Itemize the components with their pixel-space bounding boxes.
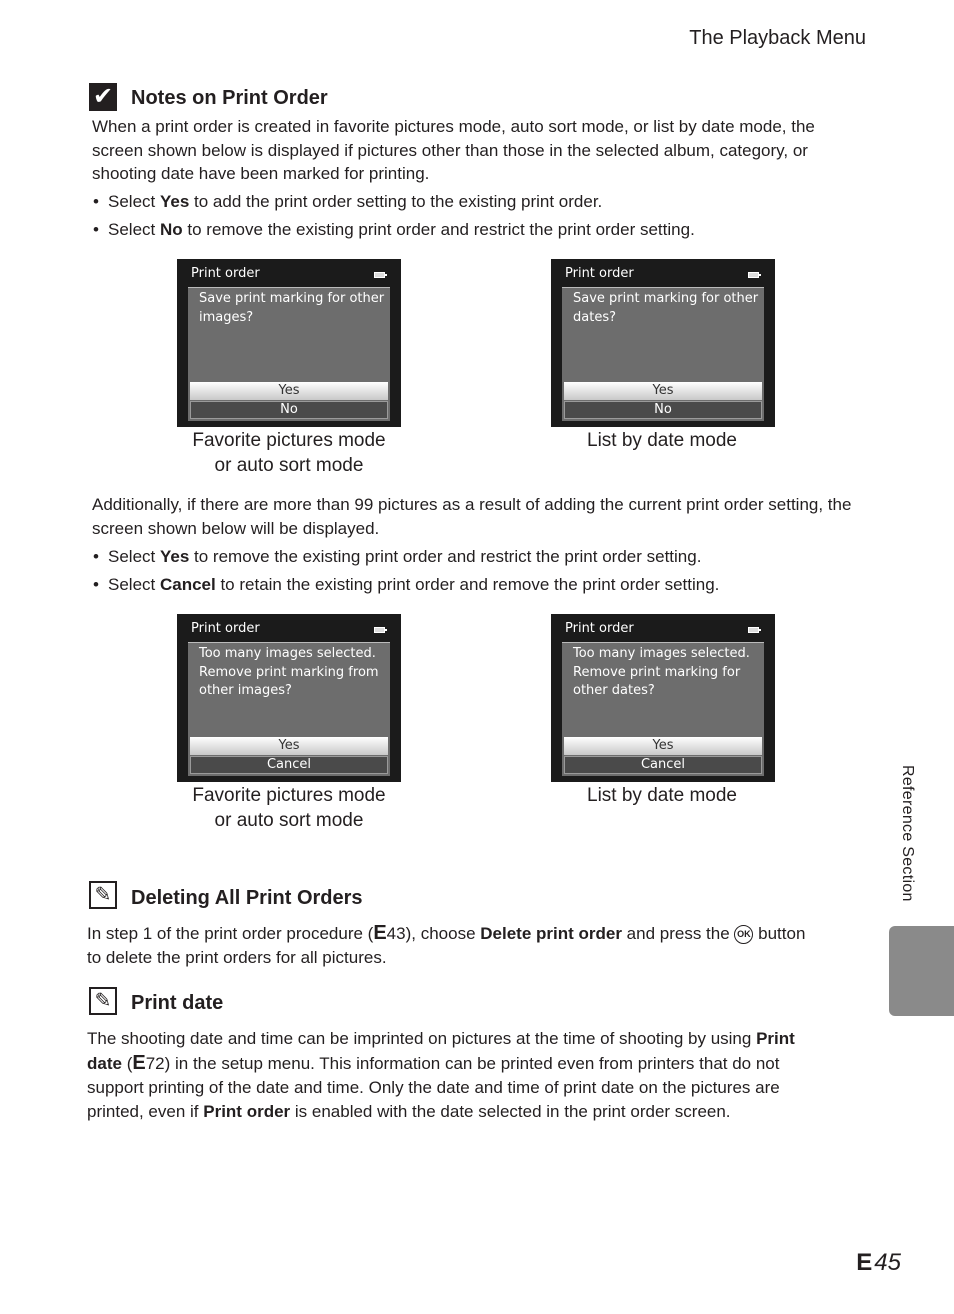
screen-message: Too many images selected. Remove print marking for other dates? xyxy=(573,646,750,698)
sidebar-label: Reference Section xyxy=(899,765,916,902)
battery-icon xyxy=(748,627,759,633)
caption-list-by-date-2: List by date mode xyxy=(587,785,737,806)
bullet-yes-remove: • Select Yes to remove the existing print order and restrict the print order setting. xyxy=(93,547,702,566)
camera-screen-too-many-favorite xyxy=(177,614,401,782)
screen-title: Print order xyxy=(565,621,634,636)
E-icon: E xyxy=(373,922,387,944)
camera-screen-list-by-date xyxy=(551,259,775,427)
print-date-paragraph: The shooting date and time can be imprinted on pictures at the time of shooting by using Print date (E72) in the setup menu. This information can be printed even from printers that do not support printing of the date and time. Only the date and time of print date on the pictures are printed, even if Print order is enabled with the date selected in the print order screen. xyxy=(87,1029,795,1121)
screen-message: Save print marking for other images? xyxy=(199,291,385,325)
E-icon: E xyxy=(132,1052,146,1074)
screen-dialog xyxy=(562,642,764,776)
deleting-paragraph: In step 1 of the print order procedure (E43), choose Delete print order and press the OK button to delete the print orders for all pictures. xyxy=(87,922,806,967)
option-no[interactable]: No xyxy=(564,401,762,419)
option-cancel[interactable]: Cancel xyxy=(190,756,388,774)
screen-title: Print order xyxy=(565,266,634,281)
screen-message: Save print marking for other dates? xyxy=(573,291,759,325)
camera-screen-favorite xyxy=(177,259,401,427)
caption-favorite: Favorite pictures mode or auto sort mode xyxy=(192,430,386,476)
screen-dialog xyxy=(562,287,764,421)
screen-title: Print order xyxy=(191,621,260,636)
E-icon: E xyxy=(856,1249,873,1276)
running-head: The Playback Menu xyxy=(689,27,866,49)
screen-dialog xyxy=(188,642,390,776)
option-yes[interactable]: Yes xyxy=(564,382,762,400)
pencil-icon: ✎ xyxy=(89,987,117,1015)
pencil-icon: ✎ xyxy=(89,881,117,909)
section-title-print-date: Print date xyxy=(131,992,224,1014)
section-title-deleting: Deleting All Print Orders xyxy=(131,887,363,909)
battery-icon xyxy=(374,627,385,633)
battery-icon xyxy=(374,272,385,278)
bullet-no-remove: • Select No to remove the existing print order and restrict the print order setting. xyxy=(93,220,695,239)
screen-message: Too many images selected. Remove print marking from other images? xyxy=(199,646,379,698)
notes-intro: When a print order is created in favorite pictures mode, auto sort mode, or list by date mode, the screen shown below is displayed if pictures other than those in the selected album, category, or shooting date have been marked for printing. xyxy=(92,117,815,183)
screen-dialog xyxy=(188,287,390,421)
additional-paragraph: Additionally, if there are more than 99 pictures as a result of adding the current print order setting, the screen shown below will be displayed. xyxy=(92,495,852,538)
caption-list-by-date: List by date mode xyxy=(587,430,737,451)
option-yes[interactable]: Yes xyxy=(190,382,388,400)
check-icon: ✔ xyxy=(89,83,117,111)
camera-screen-too-many-date xyxy=(551,614,775,782)
option-yes[interactable]: Yes xyxy=(190,737,388,755)
sidebar-tab xyxy=(889,926,954,1016)
ok-button-icon: OK xyxy=(734,925,753,944)
option-yes[interactable]: Yes xyxy=(564,737,762,755)
option-cancel[interactable]: Cancel xyxy=(564,756,762,774)
bullet-yes-add: • Select Yes to add the print order setting to the existing print order. xyxy=(93,192,603,211)
caption-favorite-2: Favorite pictures mode or auto sort mode xyxy=(192,785,386,831)
bullet-cancel: • Select Cancel to retain the existing print order and remove the print order setting. xyxy=(93,575,720,594)
page-number: E 45 xyxy=(856,1249,901,1276)
option-no[interactable]: No xyxy=(190,401,388,419)
screen-title: Print order xyxy=(191,266,260,281)
battery-icon xyxy=(748,272,759,278)
section-title-notes: Notes on Print Order xyxy=(131,87,328,109)
